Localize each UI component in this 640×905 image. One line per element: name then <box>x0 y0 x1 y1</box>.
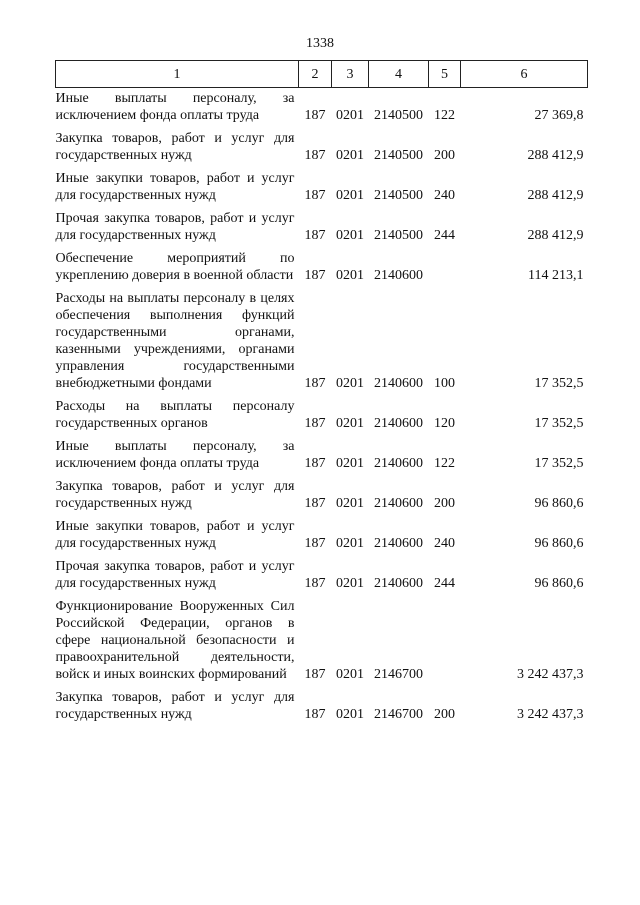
row-code-4: 2140600 <box>374 576 423 591</box>
row-code-4: 2146700 <box>374 667 423 682</box>
table-row <box>56 204 588 244</box>
row-code-2: 187 <box>304 188 326 203</box>
row-code-4: 2140500 <box>374 108 423 123</box>
row-code-3: 0201 <box>336 667 364 682</box>
table-row <box>56 512 588 552</box>
row-code-4: 2140600 <box>374 536 423 551</box>
table-row <box>56 244 588 284</box>
row-code-4: 2140600 <box>374 268 423 283</box>
row-code-5: 100 <box>434 376 455 391</box>
table-row <box>56 552 588 592</box>
row-amount: 96 860,6 <box>534 536 584 551</box>
row-code-2: 187 <box>304 707 326 722</box>
row-code-5: 200 <box>434 148 455 163</box>
row-name: Иные выплаты персоналу, за исключением фонда оплаты труда <box>55 439 295 471</box>
row-amount: 114 213,1 <box>528 268 584 283</box>
row-name: Закупка товаров, работ и услуг для государственных нужд <box>55 131 295 163</box>
row-name: Иные выплаты персоналу, за исключением фонда оплаты труда <box>55 91 295 123</box>
page-number: 1338 <box>306 36 334 51</box>
row-code-3: 0201 <box>336 536 364 551</box>
row-amount: 3 242 437,3 <box>517 667 584 682</box>
row-code-3: 0201 <box>336 456 364 471</box>
row-amount: 96 860,6 <box>534 496 584 511</box>
header-col-5: 5 <box>429 61 461 88</box>
table-header-row <box>56 61 588 88</box>
row-code-3: 0201 <box>336 268 364 283</box>
row-name: Функционирование Вооруженных Сил Российской Федерации, органов в сфере национальной безопасности и правоохранительной деятельности, войск и иных воинских формирований <box>55 599 295 682</box>
row-code-3: 0201 <box>336 496 364 511</box>
header-col-2: 2 <box>299 61 332 88</box>
row-code-4: 2140600 <box>374 376 423 391</box>
row-code-3: 0201 <box>336 707 364 722</box>
row-name: Расходы на выплаты персоналу в целях обеспечения выполнения функций государственными органами, казенными учреждениями, органами управления государственными внебюджетными фондами <box>55 291 295 391</box>
table-row <box>56 432 588 472</box>
row-code-4: 2146700 <box>374 707 423 722</box>
row-code-2: 187 <box>304 268 326 283</box>
row-code-5: 120 <box>434 416 455 431</box>
row-code-2: 187 <box>304 416 326 431</box>
header-col-3: 3 <box>332 61 369 88</box>
row-code-2: 187 <box>304 576 326 591</box>
row-name: Закупка товаров, работ и услуг для государственных нужд <box>55 479 295 511</box>
row-amount: 288 412,9 <box>527 228 584 243</box>
table-row <box>56 392 588 432</box>
table-row <box>56 164 588 204</box>
row-code-2: 187 <box>304 148 326 163</box>
row-amount: 3 242 437,3 <box>517 707 584 722</box>
row-amount: 17 352,5 <box>534 416 584 431</box>
row-name: Закупка товаров, работ и услуг для государственных нужд <box>55 690 295 722</box>
row-code-2: 187 <box>304 456 326 471</box>
row-name: Иные закупки товаров, работ и услуг для государственных нужд <box>55 519 295 551</box>
row-code-5: 200 <box>434 707 455 722</box>
row-code-2: 187 <box>304 108 326 123</box>
row-code-5: 244 <box>434 228 455 243</box>
row-code-5: 244 <box>434 576 455 591</box>
budget-table <box>55 60 588 723</box>
row-code-5: 240 <box>434 536 455 551</box>
header-col-1: 1 <box>56 61 299 88</box>
row-code-3: 0201 <box>336 416 364 431</box>
row-amount: 17 352,5 <box>534 456 584 471</box>
row-code-2: 187 <box>304 536 326 551</box>
header-col-4: 4 <box>369 61 429 88</box>
row-code-4: 2140500 <box>374 188 423 203</box>
row-code-4: 2140500 <box>374 228 423 243</box>
row-code-2: 187 <box>304 376 326 391</box>
header-col-6: 6 <box>461 61 588 88</box>
row-name: Прочая закупка товаров, работ и услуг для государственных нужд <box>55 211 295 243</box>
row-amount: 288 412,9 <box>527 188 584 203</box>
table-row <box>56 472 588 512</box>
row-code-3: 0201 <box>336 148 364 163</box>
row-amount: 288 412,9 <box>527 148 584 163</box>
row-code-4: 2140500 <box>374 148 423 163</box>
row-code-5: 240 <box>434 188 455 203</box>
row-code-2: 187 <box>304 228 326 243</box>
table-row <box>56 88 588 125</box>
row-code-3: 0201 <box>336 228 364 243</box>
row-code-5 <box>429 244 461 284</box>
row-name: Иные закупки товаров, работ и услуг для государственных нужд <box>55 171 295 203</box>
row-code-2: 187 <box>304 496 326 511</box>
table-row <box>56 683 588 723</box>
row-amount: 17 352,5 <box>534 376 584 391</box>
table-row <box>56 284 588 392</box>
row-code-5: 122 <box>434 456 455 471</box>
row-code-5: 200 <box>434 496 455 511</box>
row-code-4: 2140600 <box>374 416 423 431</box>
row-code-4: 2140600 <box>374 496 423 511</box>
row-code-3: 0201 <box>336 376 364 391</box>
row-name: Расходы на выплаты персоналу государственных органов <box>55 399 295 431</box>
row-name: Обеспечение мероприятий по укреплению доверия в военной области <box>55 251 295 283</box>
row-amount: 27 369,8 <box>534 108 584 123</box>
row-code-3: 0201 <box>336 108 364 123</box>
row-code-2: 187 <box>304 667 326 682</box>
table-row <box>56 124 588 164</box>
row-amount: 96 860,6 <box>534 576 584 591</box>
table-row <box>56 592 588 683</box>
row-code-3: 0201 <box>336 576 364 591</box>
row-code-5 <box>429 592 461 683</box>
row-name: Прочая закупка товаров, работ и услуг для государственных нужд <box>55 559 295 591</box>
row-code-4: 2140600 <box>374 456 423 471</box>
row-code-5: 122 <box>434 108 455 123</box>
row-code-3: 0201 <box>336 188 364 203</box>
